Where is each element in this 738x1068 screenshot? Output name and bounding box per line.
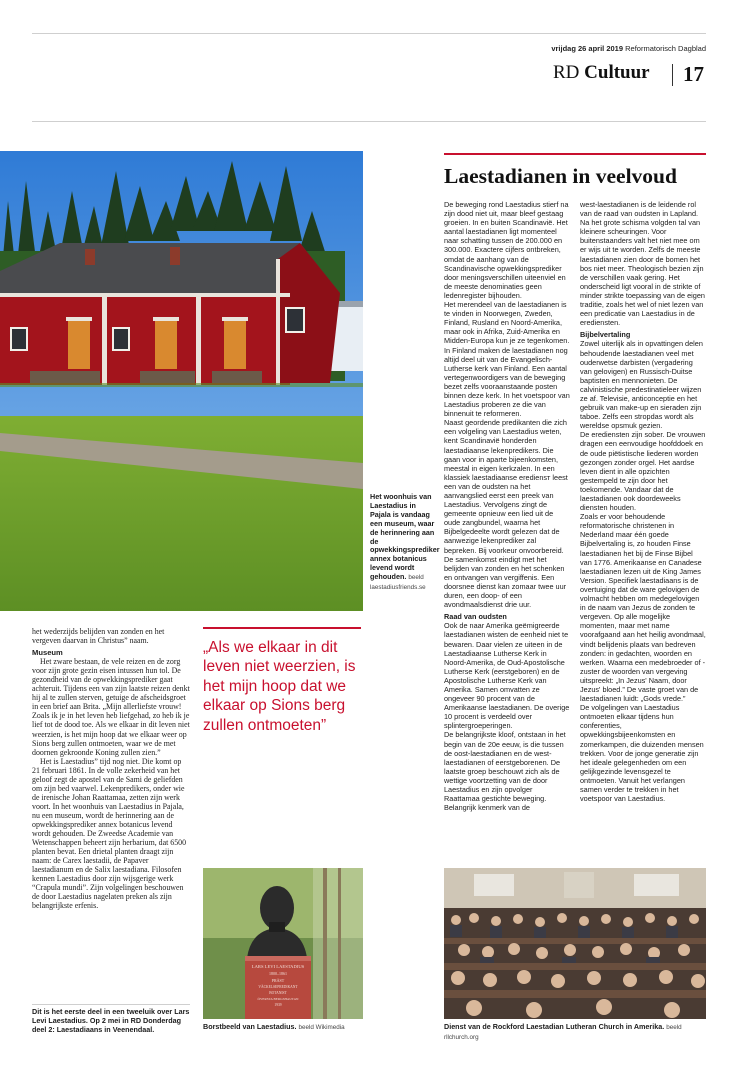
article-column-1 — [444, 200, 570, 860]
subheading-bijbelvertaling: Bijbelvertaling — [580, 330, 631, 340]
plaque-line-5: BOTANIST — [269, 991, 287, 995]
main-text-2: Het is Laestadius” tijd nog niet. Die komt op 21 februari 1861. In de volle zekerheid van het geloof zegt de apostel van de Sami de geliefden om zijn bed vaarwel. Lekenpredikers, onder wie de irenische Johan Raattamaa, zetten zijn werk voort. In het woonhuis van Laestadius in Pajala, nu een museum, wordt de herinnering aan de opwekkingsprediker annex botanicus levend wordt gehouden. De Zweedse Academie van Wetenschappen beheert zijn herbarium, dat 6500 planten bevat. Een drietal planten draagt zijn naam: de Carex laestadii, de Papaver laestadianum en de Salix laestadiana. Filosofen kennen Laestadius door zijn wijsgerige werk “Crapula mundi”. Zijn volgelingen beschouwen de door Laestadius nagelaten preken als zijn belangrijkste erfenis. — [32, 756, 187, 911]
article-headline: Laestadianen in veelvoud — [444, 164, 677, 188]
subheading-raad-van-oudsten: Raad van oudsten — [444, 612, 507, 622]
section-title: RD Cultuur — [553, 62, 650, 83]
article-text-2: west-laestadianen is de leidende rol van de raad van oudsten in Lapland. Na het grote schisma volgden tal van kleinere scheuringen. Voor buitenstaanders valt het niet mee om er wijs uit te worden. Zelfs de meeste laestadianen zien door de bomen het bos niet meer. Theologisch bezien zijn de verschillen vaak gering. Het onderscheid ligt vooral in de strikte of minder strikte toepassing van de eigen traditie, zoals het wel of niet lezen van een predicatie van Laestadius in de erediensten. — [580, 200, 705, 328]
article-column-2 — [580, 200, 706, 860]
main-story-column — [32, 627, 190, 1003]
plaque-line-1: LARS LEVI LAESTADIUS — [251, 964, 305, 969]
plaque-line-6: ÖVERSTA BERGSHAUTAN — [257, 997, 299, 1001]
church-caption: Dienst van de Rockford Laestadian Lutheran Church in Amerika. beeld rllchurch.org — [444, 1022, 682, 1041]
article-text-2b: Zowel uiterlijk als in opvattingen delen behoudende laestadianen veel met ouderwetse darbisten (vergadering van gelovigen) en Russisch-Duitse baptisten en mennonieten. De calvinistische predestinatieleer wijzen ze af. Televisie, anticonceptie en het gebruik van make-up en sieraden zijn taboe. Zelfs een stropdas wordt als wereldse opsmuk gezien. De erediensten zijn sober. De vrouwen dragen een eenvoudige hoofddoek en de oude piëtistische liederen worden gezongen zonder orgel. Het aardse leven dient in alle opzichten gestempeld te zijn door het toekomende. Vandaar dat de laestadianen ook doordeweeks diensten houden. Zoals er voor behoudende reformatorische christenen in Nederland maar één goede Bijbelvertaling is, zo houden Finse laestadianen het bij de Finse Bijbel van 1776. Amerikaanse en Canadese laestadianen lezen uit de King James Version. Specifiek laestadiaans is de overtuiging dat de ware gelovigen de volmacht hebben om medegelovigen in de naam van Jezus de zonden te vergeven. Op alle mogelijke momenten, maar met name voorafgaand aan het heilig avondmaal, vindt belijdenis plaats van bedreven zonden: in gedachten, woorden en werken. Waarna een medebroeder of -zuster de woorden van vergeving uitspreekt: „In Jezus' Naam, door Jezus' bloed.” De vaste groet van de laestadianen luidt: „Gods vrede.” De volgelingen van Laestadius ontmoeten elkaar tijdens hun conferenties, opwekkingsbijeenkomsten en zomerkampen, die duizenden mensen trekken. Voor de jonge generatie zijn het ideale gelegenheden om een gelijkgezinde levensgezel te ontmoeten. Vanuit het verlangen samen verder te trekken in het voetspoor van Laestadius. — [580, 339, 706, 804]
plaque-line-2: 1800–1861 — [269, 971, 287, 976]
header-bottom-rule — [32, 121, 706, 122]
quote-rule — [203, 627, 361, 629]
top-rule — [32, 33, 706, 34]
article-text-1: De beweging rond Laestadius stierf na zijn dood niet uit, maar bleef gestaag groeien. In en buiten Scandinavië. Het aantal laestadianen ligt momenteel naar schatting tussen de 200.000 en 300.000. Exactere cijfers ontbreken, omdat de aanhang van de Scandinavische opwekkingsprediker door meningsverschillen uiteenviel en de meeste denominaties geen ledenregister bijhouden. Het merendeel van de laestadianen is te vinden in Noorwegen, Zweden, Finland, Rusland en Noord-Amerika, maar ook in Afrika, Zuid-Amerika en Midden-Europa kun je ze tegenkomen. In Finland maken de laestadianen nog altijd deel uit van de Evangelisch-Lutherse kerk van Finland. Een aantal vertegenwoordigers van de beweging bezet zelfs vooraanstaande posten binnen deze kerk. In het voetspoor van Laestadius proberen ze die van binnenuit te reformeren. Naast geordende predikanten die zich een volgeling van Laestadius weten, kent Scandinavië honderden laestadiaanse lekenpredikers. Die gaan voor in aparte bijeenkomsten, meestal in eigen kerkzalen. In een klassiek laestadiaanse erediensт leest een van de oudsten na het aanvangslied eerst een preek van Laestadius. Vervolgens zingt de gemeente opnieuw een lied uit de oude zangbundel, waarna het Bijbelgedeelte wordt gelezen dat de aanwezige lekenprediker zal bepreken. Bij voorkeur onvoorbereid. De samenkomst eindigt met het belijden van zonden en het schenken en ontvangen van vergiffenis. Een doorsnee dienst kan zomaar twee uur duren, een doop- of een avondmaalsdienst drie uur. — [444, 200, 570, 610]
header-divider — [672, 64, 673, 86]
church-photo — [444, 868, 706, 1019]
house-photo — [0, 151, 363, 611]
series-note: Dit is het eerste deel in een tweeluik over Lars Levi Laestadius. Op 2 mei in RD Donderdag deel 2: Laestadiaans in Veenendaal. — [32, 1007, 190, 1034]
main-text-1: Het zware bestaan, de vele reizen en de zorg voor zijn grote gezin eisen intussen hun tol. De gezondheid van de opwekkingsprediker gaat achteruit. Tijdens een van zijn laatste reizen denkt hij al te zullen sterven, getuige de afscheidsgroet in een brief aan Brita. „Mijn allerliefste vrouw! Zoals ik je in het leven heb liefgehad, zo heb ik je lief tot de dood toe. Als we elkaar in dit leven niet weerzien, is het mijn hoop dat we elkaar weer op Sions berg zullen ontmoeten, waar we de met doornen gekroonde Koning zullen zien.” — [32, 657, 190, 757]
subheading-museum: Museum — [32, 648, 63, 658]
bust-photo — [203, 868, 363, 1019]
plaque-line-4: VÄCKELSEPREDIKANT — [258, 985, 298, 989]
page-number: 17 — [683, 62, 704, 86]
plaque-line-7: 1939 — [274, 1003, 282, 1007]
pull-quote: „Als we elkaar in dit leven niet weerzien, is het mijn hoop dat we elkaar op Sions berg zullen ontmoeten” — [203, 639, 356, 734]
issue-date: vrijdag 26 april 2019 Reformatorisch Dagblad — [551, 44, 706, 53]
main-text-0: het wederzijds belijden van zonden en het vergeven daarvan in Christus” naam. — [32, 627, 165, 646]
house-caption: Het woonhuis van Laestadius in Pajala is vandaag een museum, waar de herinnering aan de opwekkingsprediker annex botanicus levend wordt gehouden. beeld laestadiusfriends.se — [370, 492, 440, 592]
series-note-rule — [32, 1004, 190, 1005]
headline-rule — [444, 153, 706, 155]
bust-caption: Borstbeeld van Laestadius. beeld Wikimedia — [203, 1022, 345, 1031]
plaque-line-3: PRÄST — [271, 978, 285, 983]
article-text-1b: Ook de naar Amerika geëmigreerde laestadianen wisten de eenheid niet te bewaren. Daar vielen ze uiteen in de Laestadiaanse Lutherse Kerk in Noord-Amerika, de Oud-Apostolische Lutherse Kerk (eerstgeboren) en de Apostolische Lutherse Kerk van Amerika. Samen omvatten ze ongeveer 90 procent van de Amerikaanse laestadianen. De overige 10 procent is verdeeld over splintergroeperingen. De belangrijkste kloof, ontstaan in het begin van de 20e eeuw, is die tussen de oost-laestadianen en de west-laestadianen of eerstgeborenen. De laatste groep beschouwt zich als de wettige voortzetting van de door Laestadius en zijn opvolger Raattamaa gestichte beweging. Belangrijk kenmerk van de — [444, 621, 570, 813]
